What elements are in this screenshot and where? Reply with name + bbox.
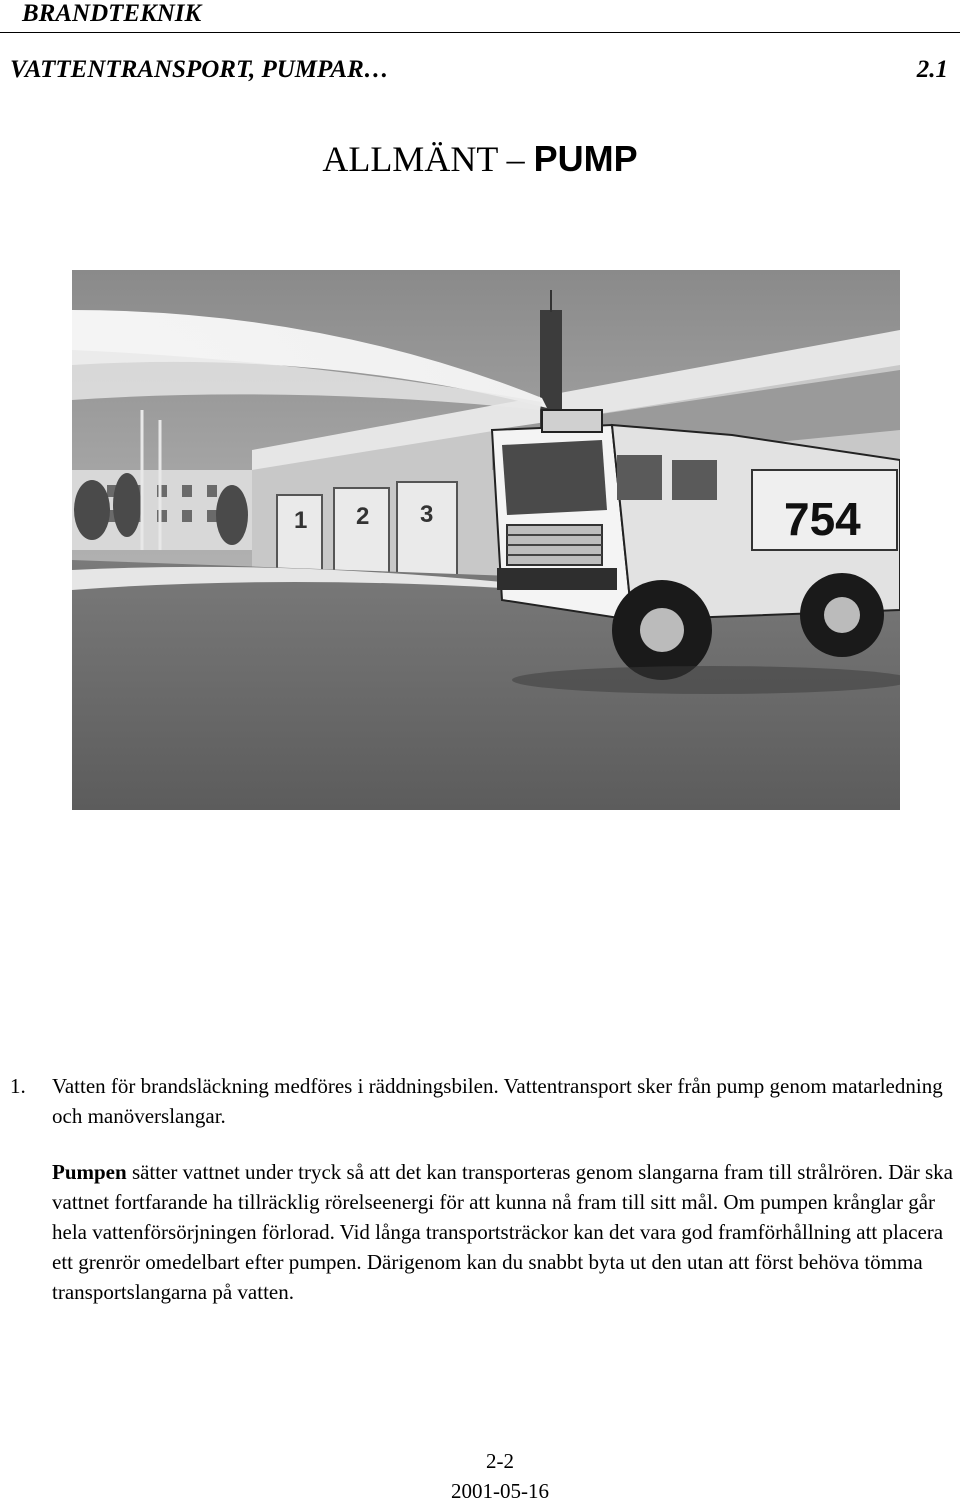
door-label-3: 3 bbox=[420, 501, 434, 528]
page-number: 2-2 bbox=[486, 1449, 514, 1473]
brand-title: BRANDTEKNIK bbox=[22, 0, 202, 27]
paragraph-1-text: Vatten för brandsläckning medföres i räddningsbilen. Vattentransport sker från pump genom matarledning och manöverslangar. bbox=[52, 1074, 943, 1128]
section-title: VATTENTRANSPORT, PUMPAR… bbox=[10, 56, 389, 83]
title-part1: ALLMÄNT bbox=[322, 139, 498, 179]
header-rule bbox=[0, 32, 960, 33]
truck-number: 754 bbox=[784, 493, 861, 545]
paragraph-2 bbox=[10, 1157, 960, 1307]
section-number: 2.1 bbox=[916, 56, 948, 83]
paragraph-2-bold: Pumpen bbox=[52, 1160, 127, 1184]
fire-truck-photo bbox=[72, 270, 900, 810]
item-number: 1. bbox=[10, 1074, 26, 1098]
door-label-1: 1 bbox=[294, 507, 308, 534]
page-date: 2001-05-16 bbox=[451, 1479, 549, 1503]
title-part2: PUMP bbox=[533, 138, 638, 179]
paragraph-2-text: sätter vattnet under tryck så att det kan transporteras genom slangarna fram till strålrören. Där ska vattnet fortfarande ha tillräcklig rörelseenergi för att kunna nå fram till sitt mål. Om pumpen krånglar går hela vattenförsörjningen förlorad. Vid långa transportsträckor kan det vara god framförhållning att placera ett grenrör omedelbart efter pumpen. Därigenom kan du snabbt byta ut den utan att först behöva tömma transportslangarna på vatten. bbox=[52, 1160, 953, 1304]
paragraph-1 bbox=[10, 1071, 955, 1131]
title-dash: – bbox=[497, 139, 534, 179]
door-label-2: 2 bbox=[356, 503, 370, 530]
page-title bbox=[0, 138, 960, 180]
